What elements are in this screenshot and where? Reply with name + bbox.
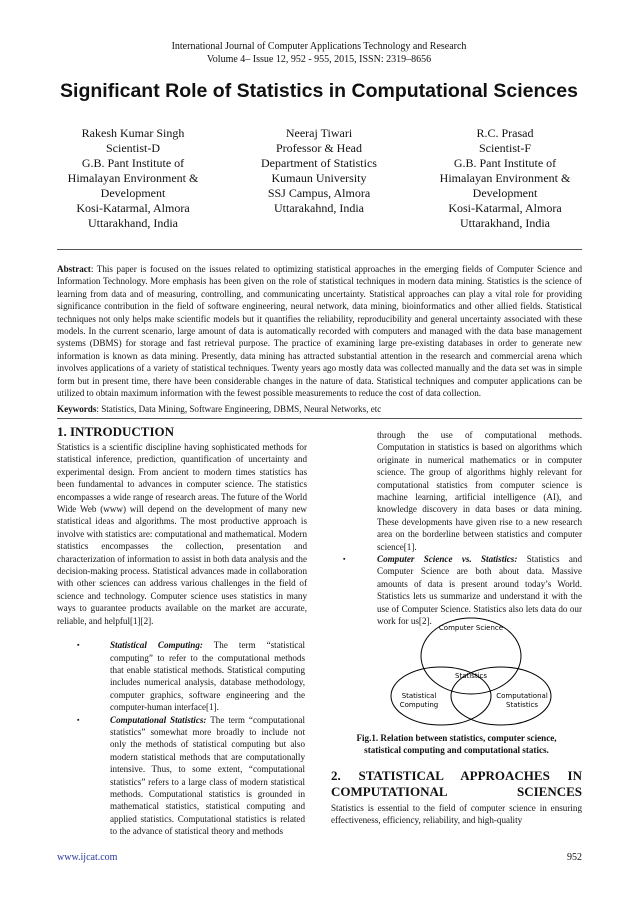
paragraph: Statistics is essential to the field of computer science in ensuring effectiveness, efficiency, reliability, and high-quality <box>331 803 582 826</box>
author-line: Kosi-Katarmal, Almora <box>76 201 190 215</box>
author-line: Kumaun University <box>271 171 367 185</box>
list-item <box>57 714 307 838</box>
keywords <box>57 403 582 415</box>
author-block <box>224 126 414 216</box>
bullet-icon: ▪ <box>77 641 80 650</box>
venn-label-center: Statistics <box>455 672 487 680</box>
author-line: Department of Statistics <box>261 156 377 170</box>
author-line: Rakesh Kumar Singh <box>81 126 185 140</box>
keywords-label: Keywords <box>57 404 97 414</box>
author-block <box>410 126 600 231</box>
figure-caption: Fig.1. Relation between statistics, computer science, statistical computing and computational statics. <box>356 733 557 755</box>
author-line: SSJ Campus, Almora <box>267 186 371 200</box>
divider <box>57 249 582 250</box>
keywords-text: : Statistics, Data Mining, Software Engineering, DBMS, Neural Networks, etc <box>96 404 382 414</box>
term-text: The term “statistical computing” to refer to the computational methods that enable statistical methods. Statistical computing includes numerical analysis, database methodology, computer graphics, software engineering and the computer-human interface[1]. <box>110 640 305 713</box>
term-label: Statistical Computing: <box>110 640 203 651</box>
venn-label-left: Computing <box>399 701 439 709</box>
section-2 <box>331 768 582 827</box>
author-line: G.B. Pant Institute of <box>453 156 557 170</box>
paper-title: Significant Role of Statistics in Computational Sciences <box>60 80 578 102</box>
venn-label-right: Statistics <box>506 701 538 709</box>
page-number: 952 <box>567 852 582 863</box>
left-column <box>57 424 307 838</box>
author-line: Kosi-Katarmal, Almora <box>448 201 562 215</box>
author-line: R.C. Prasad <box>476 126 534 140</box>
journal-volume: Volume 4– Issue 12, 952 - 955, 2015, ISSN: 2319–8656 <box>206 54 432 65</box>
venn-label-top: Computer Science <box>438 624 504 632</box>
right-column <box>331 429 582 628</box>
journal-header <box>0 40 638 66</box>
journal-link[interactable]: www.ijcat.com <box>57 852 118 863</box>
author-line: Uttarakahnd, India <box>274 201 364 215</box>
divider <box>57 418 582 419</box>
term-text: Statistics and Computer Science are both about data. Massive amounts of data is present around today’s World. Statistics lets us summarize and understand it with the use of Computer Science. Statistics also lets data do our work for us[2]. <box>377 554 582 627</box>
bullet-icon: ▪ <box>343 555 346 564</box>
section-heading: 2. STATISTICAL APPROACHES IN COMPUTATIONAL SCIENCES <box>331 768 582 799</box>
author-line: Scientist-D <box>106 141 160 155</box>
author-line: Neeraj Tiwari <box>285 126 353 140</box>
abstract-text: : This paper is focused on the issues related to optimizing statistical approaches in the emerging fields of Computer Science and Information Technology. More emphasis has been given on the role of statistical techniques in modern data mining. Statistics is the science of learning from data and of measuring, controlling, and communicating uncertainty. Statistical approaches can play a vital role for providing significance contribution in the field of software engineering, neural network, data mining, bioinformatics and other allied fields. Statistical techniques not only helps make scientific models but it quantifies the reliability, reproducibility and general uncertainty associated with these models. In the current scenario, large amount of data is automatically recorded with computers and managed with the data base management systems (DBMS) for storage and fast retrieval purpose. The practice of examining large pre-existing databases in order to generate new information is known as data mining. Presently, data mining has attracted substantial attention in the research and commercial arena which involves applications of a variety of statistical techniques. Twenty years ago mostly data was collected manually and the data set was in simple form but in present time, there have been considerable changes in the nature of data. Statistical techniques and computer applications can be utilized to obtain maximum information with the fewest possible measurements to reduce the cost of data collection. <box>57 264 582 399</box>
author-line: Uttarakhand, India <box>88 216 178 230</box>
author-line: G.B. Pant Institute of <box>81 156 185 170</box>
journal-name: International Journal of Computer Applications Technology and Research <box>171 41 467 52</box>
paragraph: Statistics is a scientific discipline having sophisticated methods for statistical inference, prediction, quantification of uncertainty and experimental design. From ancient to modern times statistics has been fundamental to advances in computer science. The statistics encompasses a wide range of research areas. The future of the World Wide Web (www) will depend on the development of many new statistical ideas and algorithms. The most productive approach is involve with statistics are: computational and mathematical. Modern statistics encompasses the collection, presentation and characterization of information to assist in both data analysis and the decision-making process. Statistical advances made in collaboration with other sciences can address various challenges in the field of science and technology. Computer science uses statistics in many ways to guarantee products available on the market are accurate, reliable, and helpful[1][2]. <box>57 442 308 626</box>
author-line: Development <box>100 186 166 200</box>
bullet-list <box>57 639 307 838</box>
bullet-icon: ▪ <box>77 715 80 724</box>
term-label: Computer Science vs. Statistics: <box>377 554 518 565</box>
author-line: Himalayan Environment & <box>67 171 199 185</box>
venn-label-right: Computational <box>496 692 548 700</box>
term-text: The term “computational statistics” somewhat more broadly to include not only the methods of statistical computing but also modern statistical methods that are computationally intensive. Thus, to some extent, “computational statistics” refers to a large class of modern statistical methods. Computational statistics is grounded in mathematical statistics, statistical computing and applied statistics. Computational statistics is related to the advance of statistical theory and methods <box>110 714 305 837</box>
author-block <box>38 126 228 231</box>
section-heading: 1. INTRODUCTION <box>57 424 175 439</box>
abstract-label: Abstract <box>57 264 91 274</box>
term-label: Computational Statistics: <box>110 714 207 725</box>
author-line: Professor & Head <box>276 141 362 155</box>
abstract <box>57 263 582 399</box>
venn-label-left: Statistical <box>401 692 437 700</box>
author-line: Uttarakhand, India <box>460 216 550 230</box>
author-line: Development <box>472 186 538 200</box>
author-line: Himalayan Environment & <box>439 171 571 185</box>
venn-diagram <box>383 616 559 726</box>
author-line: Scientist-F <box>478 141 531 155</box>
list-item <box>57 639 307 713</box>
paragraph: through the use of computational methods. Computation in statistics is based on algorithms which originate in numerical mathematics or in computer science. The group of algorithms highly relevant for computational statistics from computer science is machine learning, artificial intelligence (AI), and knowledge discovery in data bases or data mining. These developments have given rise to a new research area on the borderline between statistics and computer science[1]. <box>377 430 582 552</box>
